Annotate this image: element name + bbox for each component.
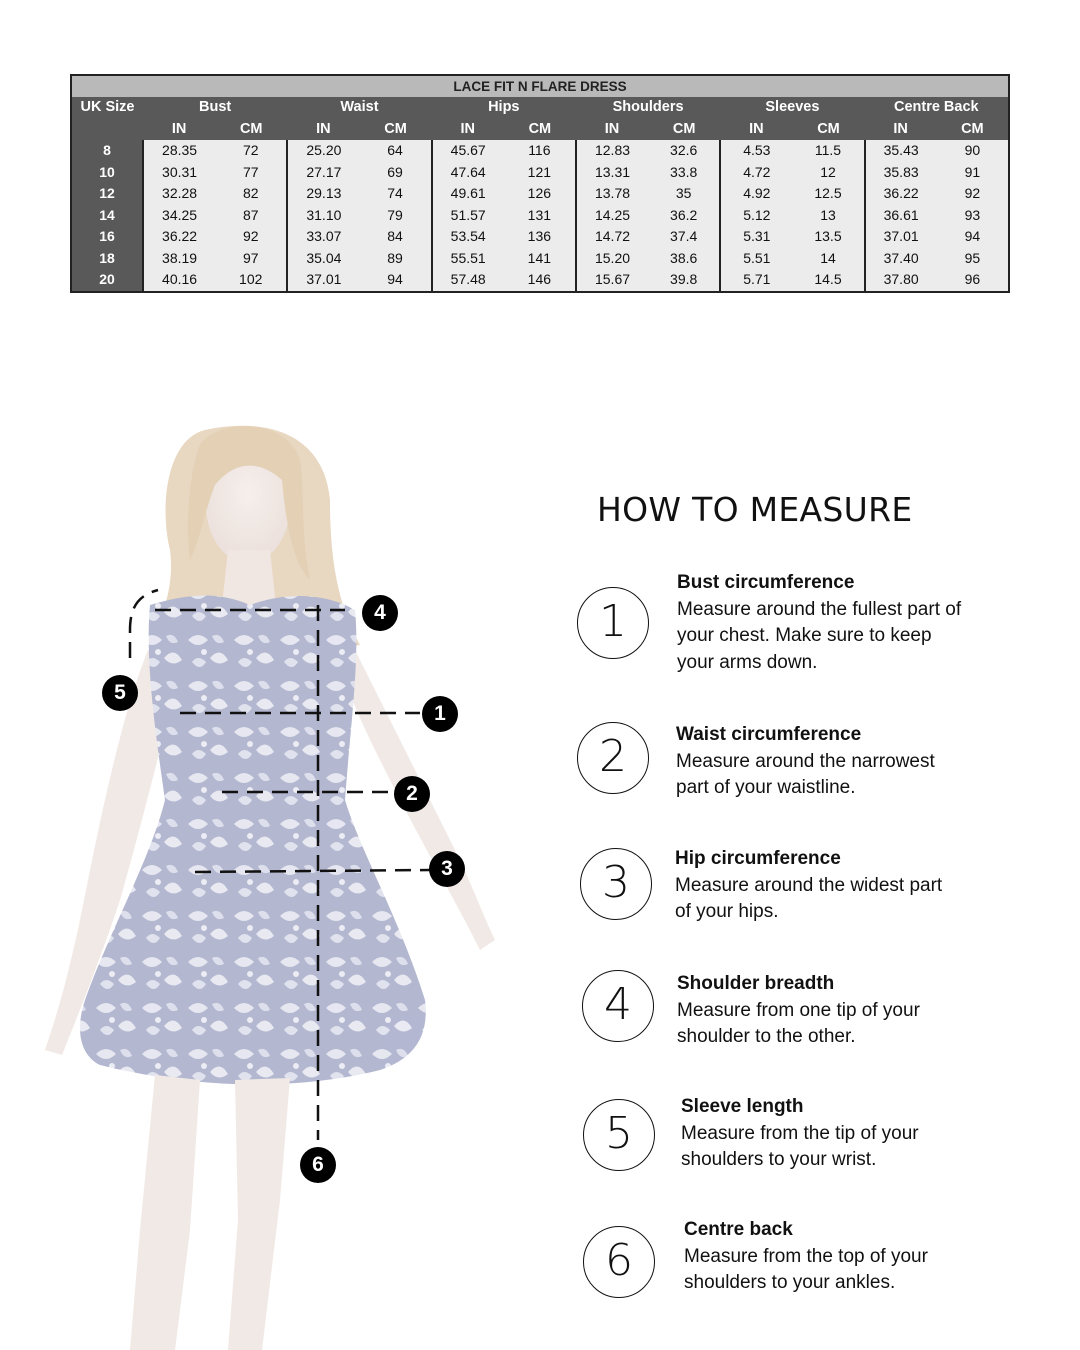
group-header-centre-back: Centre Back: [865, 97, 1009, 119]
step-description-line: part of your waistline.: [676, 777, 856, 798]
unit-in: IN: [143, 119, 215, 141]
step-description-line: shoulder to the other.: [677, 1026, 856, 1047]
inch-value-cell: 30.31: [143, 162, 215, 184]
inch-value-cell: 37.01: [287, 269, 359, 292]
cm-value-cell: 95: [937, 248, 1009, 270]
inch-value-cell: 35.04: [287, 248, 359, 270]
cm-value-cell: 38.6: [648, 248, 720, 270]
cm-value-cell: 92: [215, 226, 287, 248]
step-title: Waist circumference: [676, 724, 862, 745]
uk-size-cell: 16: [71, 226, 143, 248]
measurement-group-row: [71, 97, 1009, 119]
step-description-line: of your hips.: [675, 901, 779, 922]
step-text: [684, 1217, 1014, 1297]
inch-value-cell: 14.72: [576, 226, 648, 248]
how-to-measure-title: HOW TO MEASURE: [597, 490, 913, 529]
cm-value-cell: 69: [359, 162, 431, 184]
cm-value-cell: 33.8: [648, 162, 720, 184]
cm-value-cell: 14: [792, 248, 864, 270]
cm-value-cell: 121: [504, 162, 576, 184]
cm-value-cell: 131: [504, 205, 576, 227]
cm-value-cell: 39.8: [648, 269, 720, 292]
unit-in: IN: [576, 119, 648, 141]
step-description-line: Measure from one tip of your: [677, 999, 920, 1021]
uk-size-header: UK Size: [71, 97, 143, 119]
cm-value-cell: 94: [359, 269, 431, 292]
inch-value-cell: 31.10: [287, 205, 359, 227]
step-title: Bust circumference: [677, 572, 855, 593]
inch-value-cell: 35.83: [865, 162, 937, 184]
cm-value-cell: 96: [937, 269, 1009, 292]
unit-cm: CM: [937, 119, 1009, 141]
uk-size-cell: 14: [71, 205, 143, 227]
cm-value-cell: 82: [215, 183, 287, 205]
dress-model-illustration: [0, 400, 560, 1350]
step-description-line: your chest. Make sure to keep: [677, 625, 932, 646]
inch-value-cell: 37.01: [865, 226, 937, 248]
table-row: [71, 248, 1009, 270]
table-row: [71, 140, 1009, 162]
marker-6: 6: [300, 1147, 336, 1183]
model-silhouette: [45, 426, 495, 1350]
uk-size-cell: 18: [71, 248, 143, 270]
cm-value-cell: 89: [359, 248, 431, 270]
step-text: [677, 570, 1007, 676]
inch-value-cell: 5.31: [720, 226, 792, 248]
cm-value-cell: 64: [359, 140, 431, 162]
step-text: [677, 971, 1007, 1051]
inch-value-cell: 45.67: [432, 140, 504, 162]
cm-value-cell: 126: [504, 183, 576, 205]
cm-value-cell: 13: [792, 205, 864, 227]
inch-value-cell: 55.51: [432, 248, 504, 270]
step-description-line: Measure from the top of your: [684, 1245, 928, 1267]
cm-value-cell: 102: [215, 269, 287, 292]
inch-value-cell: 4.72: [720, 162, 792, 184]
inch-value-cell: 15.20: [576, 248, 648, 270]
cm-value-cell: 136: [504, 226, 576, 248]
inch-value-cell: 49.61: [432, 183, 504, 205]
step-title: Centre back: [684, 1219, 793, 1240]
inch-value-cell: 25.20: [287, 140, 359, 162]
unit-in: IN: [432, 119, 504, 141]
inch-value-cell: 37.80: [865, 269, 937, 292]
marker-4: 4: [362, 595, 398, 631]
inch-value-cell: 14.25: [576, 205, 648, 227]
unit-cm: CM: [792, 119, 864, 141]
measurement-figure: [0, 400, 560, 1350]
inch-value-cell: 57.48: [432, 269, 504, 292]
unit-in: IN: [720, 119, 792, 141]
step-text: [676, 722, 1006, 802]
step-number-circle: 1: [577, 587, 649, 659]
step-title: Shoulder breadth: [677, 973, 835, 994]
table-row: [71, 269, 1009, 292]
inch-value-cell: 12.83: [576, 140, 648, 162]
table-title-row: [71, 75, 1009, 97]
inch-value-cell: 36.22: [143, 226, 215, 248]
step-description-line: shoulders to your ankles.: [684, 1272, 896, 1293]
step-title: Hip circumference: [675, 848, 841, 869]
unit-in: IN: [865, 119, 937, 141]
cm-value-cell: 146: [504, 269, 576, 292]
cm-value-cell: 91: [937, 162, 1009, 184]
cm-value-cell: 97: [215, 248, 287, 270]
cm-value-cell: 79: [359, 205, 431, 227]
inch-value-cell: 15.67: [576, 269, 648, 292]
table-row: [71, 205, 1009, 227]
marker-2: 2: [394, 776, 430, 812]
inch-value-cell: 5.12: [720, 205, 792, 227]
group-header-bust: Bust: [143, 97, 287, 119]
step-number-circle: 4: [582, 970, 654, 1042]
step-number-circle: 3: [580, 848, 652, 920]
step-description-line: Measure around the narrowest: [676, 750, 935, 772]
inch-value-cell: 40.16: [143, 269, 215, 292]
marker-5: 5: [102, 675, 138, 711]
cm-value-cell: 90: [937, 140, 1009, 162]
inch-value-cell: 51.57: [432, 205, 504, 227]
step-description-line: your arms down.: [677, 651, 818, 673]
inch-value-cell: 38.19: [143, 248, 215, 270]
unit-in: IN: [287, 119, 359, 141]
cm-value-cell: 141: [504, 248, 576, 270]
inch-value-cell: 29.13: [287, 183, 359, 205]
group-header-waist: Waist: [287, 97, 431, 119]
inch-value-cell: 27.17: [287, 162, 359, 184]
inch-value-cell: 33.07: [287, 226, 359, 248]
inch-value-cell: 47.64: [432, 162, 504, 184]
cm-value-cell: 87: [215, 205, 287, 227]
inch-value-cell: 5.71: [720, 269, 792, 292]
inch-value-cell: 5.51: [720, 248, 792, 270]
step-text: [675, 846, 1005, 926]
cm-value-cell: 84: [359, 226, 431, 248]
step-description-line: Measure around the widest part: [675, 874, 943, 896]
cm-value-cell: 72: [215, 140, 287, 162]
marker-1: 1: [422, 696, 458, 732]
cm-value-cell: 93: [937, 205, 1009, 227]
unit-cm: CM: [215, 119, 287, 141]
cm-value-cell: 36.2: [648, 205, 720, 227]
unit-cm: CM: [648, 119, 720, 141]
step-description-line: Measure from the tip of your: [681, 1122, 919, 1144]
step-description-line: shoulders to your wrist.: [681, 1149, 877, 1170]
inch-value-cell: 36.61: [865, 205, 937, 227]
inch-value-cell: 13.78: [576, 183, 648, 205]
unit-cm: CM: [504, 119, 576, 141]
uk-size-cell: 12: [71, 183, 143, 205]
step-number-circle: 6: [583, 1226, 655, 1298]
cm-value-cell: 14.5: [792, 269, 864, 292]
cm-value-cell: 32.6: [648, 140, 720, 162]
uk-size-cell: 10: [71, 162, 143, 184]
cm-value-cell: 35: [648, 183, 720, 205]
table-row: [71, 183, 1009, 205]
group-header-sleeves: Sleeves: [720, 97, 864, 119]
cm-value-cell: 12.5: [792, 183, 864, 205]
unit-row-spacer: [71, 119, 143, 141]
unit-row: [71, 119, 1009, 141]
inch-value-cell: 28.35: [143, 140, 215, 162]
inch-value-cell: 4.92: [720, 183, 792, 205]
group-header-shoulders: Shoulders: [576, 97, 720, 119]
marker-3: 3: [429, 851, 465, 887]
cm-value-cell: 37.4: [648, 226, 720, 248]
cm-value-cell: 12: [792, 162, 864, 184]
step-title: Sleeve length: [681, 1096, 804, 1117]
cm-value-cell: 13.5: [792, 226, 864, 248]
group-header-hips: Hips: [432, 97, 576, 119]
table-row: [71, 226, 1009, 248]
step-number-circle: 2: [577, 722, 649, 794]
inch-value-cell: 32.28: [143, 183, 215, 205]
uk-size-cell: 20: [71, 269, 143, 292]
inch-value-cell: 13.31: [576, 162, 648, 184]
inch-value-cell: 34.25: [143, 205, 215, 227]
step-number-circle: 5: [583, 1099, 655, 1171]
cm-value-cell: 74: [359, 183, 431, 205]
inch-value-cell: 35.43: [865, 140, 937, 162]
cm-value-cell: 116: [504, 140, 576, 162]
step-text: [681, 1094, 1011, 1174]
step-description-line: Measure around the fullest part of: [677, 598, 962, 620]
uk-size-cell: 8: [71, 140, 143, 162]
inch-value-cell: 36.22: [865, 183, 937, 205]
cm-value-cell: 77: [215, 162, 287, 184]
cm-value-cell: 92: [937, 183, 1009, 205]
cm-value-cell: 11.5: [792, 140, 864, 162]
inch-value-cell: 53.54: [432, 226, 504, 248]
inch-value-cell: 4.53: [720, 140, 792, 162]
unit-cm: CM: [359, 119, 431, 141]
inch-value-cell: 37.40: [865, 248, 937, 270]
table-row: [71, 162, 1009, 184]
table-title: LACE FIT N FLARE DRESS: [71, 75, 1009, 97]
cm-value-cell: 94: [937, 226, 1009, 248]
size-chart-table: [70, 74, 1010, 293]
